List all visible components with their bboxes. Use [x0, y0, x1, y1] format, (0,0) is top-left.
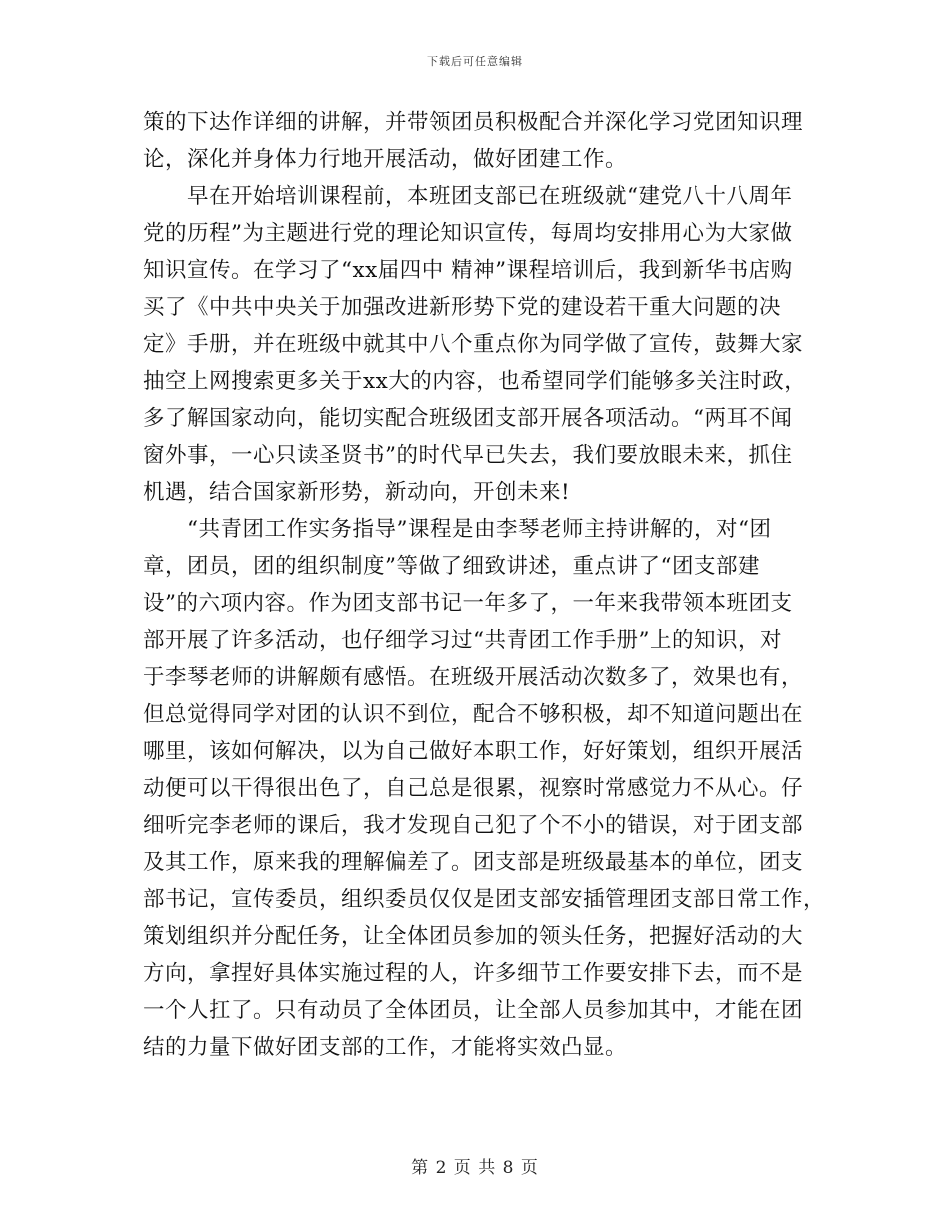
paragraph-3-line-5: 于李琴老师的讲解颇有感悟。在班级开展活动次数多了，效果也有，	[143, 665, 804, 690]
paragraph-3-line-11: 部书记，宣传委员，组织委员仅仅是团支部安插管理团支部日常工作，	[143, 887, 826, 912]
page-header: 下载后可任意编辑	[427, 55, 523, 68]
paragraph-3-line-8: 动便可以干得很出色了，自己总是很累，视察时常感觉力不从心。仔	[143, 776, 804, 801]
paragraph-3-line-4: 部开展了许多活动，也仔细学习过“共青团工作手册”上的知识，对	[143, 628, 782, 653]
paragraph-3-line-2: 章，团员，团的组织制度”等做了细致讲述，重点讲了“团支部建	[143, 554, 760, 579]
paragraph-3-line-1: “共青团工作实务指导”课程是由李琴老师主持讲解的，对“团	[187, 517, 772, 542]
paragraph-3-line-9: 细听完李老师的课后，我才发现自己犯了个不小的错误，对于团支部	[143, 813, 804, 838]
paragraph-3-line-10: 及其工作，原来我的理解偏差了。团支部是班级最基本的单位，团支	[143, 850, 804, 875]
paragraph-3-line-7: 哪里，该如何解决，以为自己做好本职工作，好好策划，组织开展活	[143, 739, 804, 764]
paragraph-1-line-1: 策的下达作详细的讲解，并带领团员积极配合并深化学习党团知识理	[143, 110, 804, 135]
paragraph-2-line-7: 多了解国家动向，能切实配合班级团支部开展各项活动。“两耳不闻	[143, 406, 793, 431]
paragraph-2-line-3: 知识宣传。在学习了“xx届四中 精神”课程培训后，我到新华书店购	[143, 258, 793, 283]
paragraph-2-line-8: 窗外事，一心只读圣贤书”的时代早已失去，我们要放眼未来，抓住	[143, 443, 793, 468]
paragraph-2-line-1: 早在开始培训课程前，本班团支部已在班级就“建党八十八周年	[187, 184, 793, 209]
paragraph-1-line-2: 论，深化并身体力行地开展活动，做好团建工作。	[143, 147, 628, 172]
page-footer: 第 2 页 共 8 页	[411, 1158, 539, 1178]
paragraph-2-line-9: 机遇，结合国家新形势，新动向，开创未来!	[143, 480, 571, 505]
paragraph-3-line-13: 方向，拿捏好具体实施过程的人，许多细节工作要安排下去，而不是	[143, 961, 804, 986]
paragraph-3-line-14: 一个人扛了。只有动员了全体团员，让全部人员参加其中，才能在团	[143, 998, 804, 1023]
paragraph-2-line-5: 定》手册，并在班级中就其中八个重点你为同学做了宣传，鼓舞大家	[143, 332, 804, 357]
paragraph-3-line-6: 但总觉得同学对团的认识不到位，配合不够积极，却不知道问题出在	[143, 702, 804, 727]
paragraph-3-line-3: 设”的六项内容。作为团支部书记一年多了，一年来我带领本班团支	[143, 591, 793, 616]
paragraph-3-line-12: 策划组织并分配任务，让全体团员参加的领头任务，把握好活动的大	[143, 924, 804, 949]
paragraph-2-line-2: 党的历程”为主题进行党的理论知识宣传，每周均安排用心为大家做	[143, 221, 793, 246]
paragraph-3-line-15: 结的力量下做好团支部的工作，才能将实效凸显。	[143, 1035, 628, 1060]
paragraph-2-line-4: 买了《中共中央关于加强改进新形势下党的建设若干重大问题的决	[143, 295, 782, 320]
paragraph-2-line-6: 抽空上网搜索更多关于xx大的内容，也希望同学们能够多关注时政，	[143, 369, 807, 394]
document-body	[143, 104, 826, 1066]
